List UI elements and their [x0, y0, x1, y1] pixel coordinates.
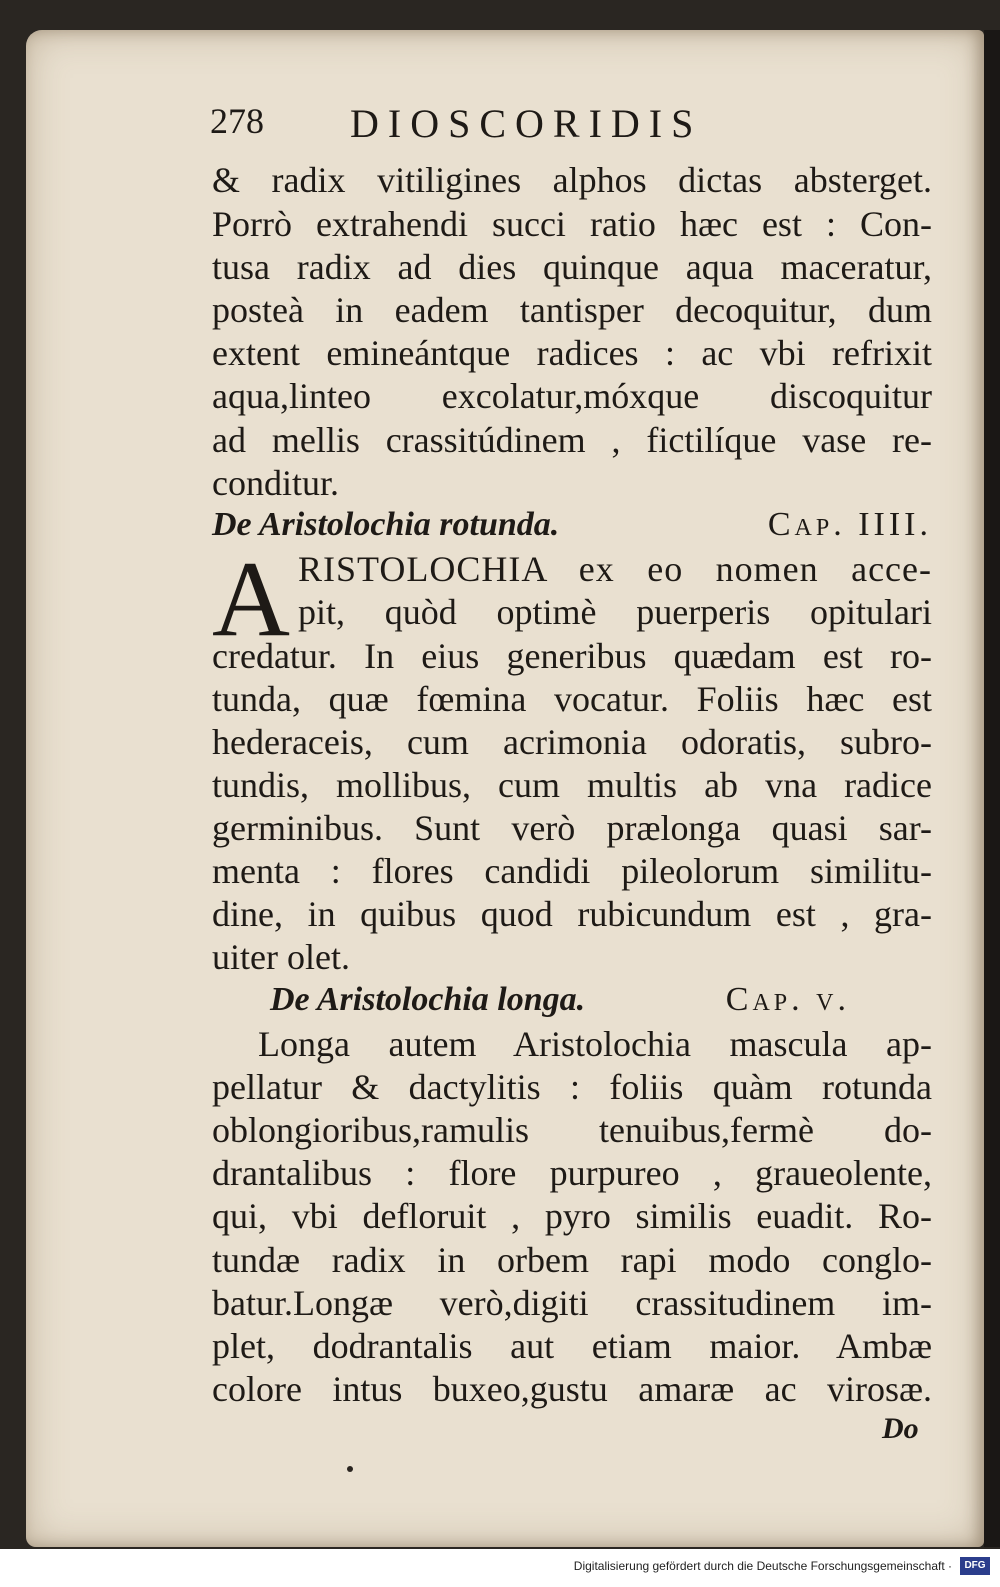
ink-spot [347, 1466, 353, 1472]
page-header [210, 100, 800, 148]
text-line: dine, in quibus quod rubicundum est , gra- [212, 894, 932, 934]
chapter-heading [212, 503, 932, 547]
chapter-heading [270, 978, 850, 1022]
text-line: posteà in eadem tantisper decoquitur, dum [212, 290, 932, 330]
text-line: plet, dodrantalis aut etiam maior. Ambæ [212, 1326, 932, 1366]
chapter-label: Cap. v. [725, 981, 850, 1018]
drop-cap: A [212, 540, 290, 659]
text-line: tundis, mollibus, cum multis ab vna radice [212, 765, 932, 805]
text-line: qui, vbi defloruit , pyro similis euadit. Ro- [212, 1196, 932, 1236]
text-line: batur.Longæ verò,digiti crassitudinem im- [212, 1283, 932, 1323]
catchword: Do [882, 1412, 919, 1445]
text-line: uiter olet. [212, 937, 350, 977]
chapter-label: Cap. IIII. [767, 506, 932, 543]
text-line: tusa radix ad dies quinque aqua maceratur, [212, 247, 932, 287]
footer-credit: Digitalisierung gefördert durch die Deutsche Forschungsgemeinschaft · [573, 1559, 952, 1573]
digitization-footer [0, 1549, 1000, 1587]
text-line: ad mellis crassitúdinem , fictilíque vase re- [212, 420, 932, 460]
text-line: extent emineántque radices : ac vbi refrixit [212, 333, 932, 373]
book-gutter-edge [984, 30, 1000, 1547]
text-line: oblongioribus,ramulis tenuibus,fermè do- [212, 1110, 932, 1150]
running-title: DIOSCORIDIS [350, 101, 703, 146]
text-line: drantalibus : flore purpureo , graueolente, [212, 1153, 932, 1193]
chapter-title: De Aristolochia rotunda. [212, 506, 560, 543]
text-line: hederaceis, cum acrimonia odoratis, subro- [212, 722, 932, 762]
text-line: Porrò extrahendi succi ratio hæc est : Con- [212, 204, 932, 244]
page-number: 278 [210, 101, 264, 141]
text-line: credatur. In eius generibus quædam est ro- [212, 636, 932, 676]
text-line: & radix vitiligines alphos dictas absterget. [212, 160, 932, 200]
text-line: germinibus. Sunt verò prælonga quasi sar- [212, 808, 932, 848]
text-line: aqua,linteo excolatur,móxque discoquitur [212, 376, 932, 416]
text-line: tunda, quæ fœmina vocatur. Foliis hæc est [212, 679, 932, 719]
text-line: pit, quòd optimè puerperis opitulari [298, 592, 932, 632]
text-line: conditur. [212, 463, 339, 503]
chapter-title: De Aristolochia longa. [270, 981, 586, 1018]
text-line: colore intus buxeo,gustu amaræ ac virosæ. [212, 1369, 932, 1409]
dfg-logo: DFG [960, 1557, 990, 1575]
text-line: RISTOLOCHIA ex eo nomen acce- [298, 549, 932, 589]
text-line: pellatur & dactylitis : foliis quàm rotunda [212, 1067, 932, 1107]
text-line: menta : flores candidi pileolorum similitu- [212, 851, 932, 891]
text-line: Longa autem Aristolochia mascula ap- [258, 1024, 932, 1064]
text-line: tundæ radix in orbem rapi modo conglo- [212, 1240, 932, 1280]
